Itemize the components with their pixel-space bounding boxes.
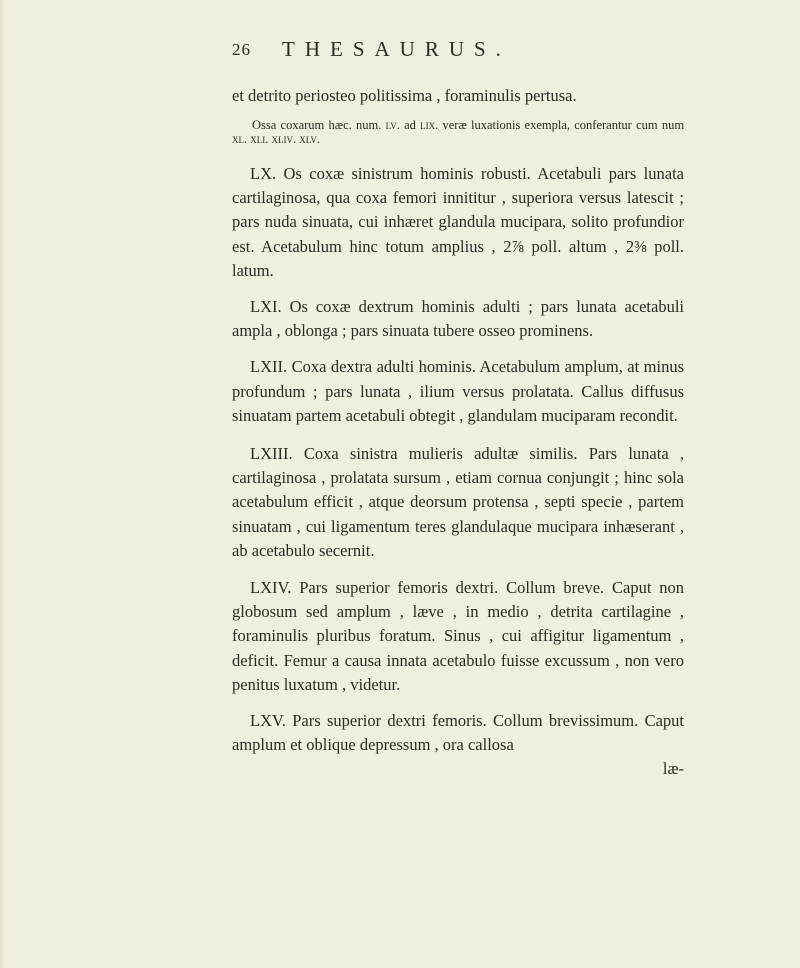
note-text-b: ad (404, 118, 416, 132)
catchword: læ- (662, 759, 684, 779)
note-ref-a: lv. (385, 118, 400, 132)
note-text-c: veræ luxationis exempla, conferantur cum num (442, 118, 685, 132)
continued-text: et detrito periosteo politissima , foraminulis pertusa. (232, 86, 577, 105)
entry-lx (232, 162, 684, 283)
entry-lxiv (232, 576, 684, 697)
entry-lxiii (232, 442, 684, 563)
note-refs-c: xl. xli. xliv. xlv. (232, 132, 321, 146)
footnote-paragraph (232, 118, 684, 146)
entry-number: LXII. (250, 357, 288, 377)
entry-text: Os coxæ sinistrum hominis robusti. Acetabuli pars lunata cartilaginosa, qua coxa femori innititur , superiora versus latescit ; pars nuda sinuata, cui inhæret glandula mucipara, solito profundior est. Acetabulum hinc totum amplius , 2⅞ poll. altum , 2⅜ poll. latum. (232, 164, 684, 280)
entry-text: Os coxæ dextrum hominis adulti ; pars lunata acetabuli ampla , oblonga ; pars sinuata tubere osseo prominens. (232, 297, 684, 341)
entry-lxi (232, 295, 684, 343)
page-edge (0, 0, 6, 968)
entry-text: Pars superior dextri femoris. Collum brevissimum. Caput amplum et oblique depressum , ora callosa (232, 711, 684, 755)
entry-number: LXV. (250, 711, 286, 731)
entry-lxv (232, 709, 684, 757)
entry-text: Coxa dextra adulti hominis. Acetabulum amplum, at minus profundum ; pars lunata , ilium versus prolatata. Callus diffusus sinuatam partem acetabuli obtegit , glandulam muciparam recondit. (232, 357, 685, 425)
entry-lxii (232, 355, 684, 428)
entry-text: Pars superior femoris dextri. Collum breve. Caput non globosum sed amplum , læve , in medio , detrita cartilagine , foraminulis pluribus foratum. Sinus , cui affigitur ligamentum , deficit. Femur a causa innata acetabulo fuisse excussum , non vero penitus luxatum , videtur. (232, 578, 685, 694)
running-title: THESAURUS. (282, 37, 511, 61)
entry-number: LXI. (250, 297, 282, 317)
page-body (232, 84, 684, 781)
page-header (232, 37, 692, 70)
entry-number: LXIV. (250, 578, 292, 598)
entry-text: Coxa sinistra mulieris adultæ similis. Pars lunata , cartilaginosa , prolatata sursum , etiam cornua conjungit ; hinc sola acetabulum efficit , atque deorsum protensa , septi specie , partem sinuatam , cui ligamentum teres glandulaque mucipara inhæserant , ab acetabulo secernit. (232, 444, 685, 560)
page-number: 26 (232, 40, 251, 59)
note-text-a: Ossa coxarum hæc. num. (252, 118, 382, 132)
entry-number: LXIII. (250, 444, 293, 464)
entry-number: LX. (250, 164, 277, 183)
note-ref-b: lix. (420, 118, 439, 132)
